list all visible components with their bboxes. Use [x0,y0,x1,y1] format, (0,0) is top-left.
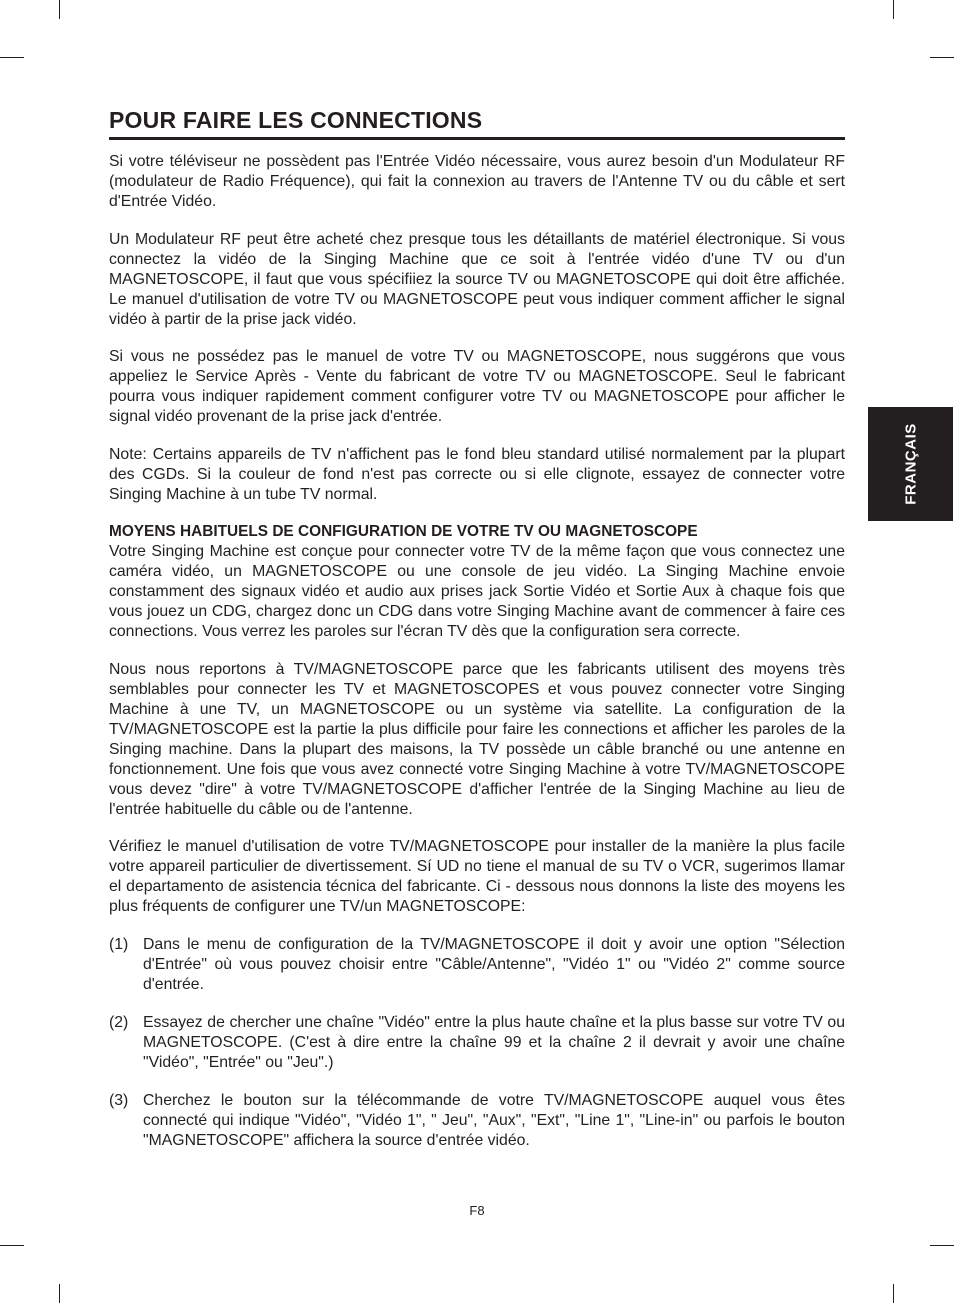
crop-mark [0,57,24,58]
crop-mark [930,1245,954,1246]
step-text: Cherchez le bouton sur la télécommande de votre TV/MAGNETOSCOPE auquel vous êtes connecté qui indique "Vidéo", "Vidéo 1", " Jeu", "Aux", "Ext", "Line 1", "Line-in" ou parfois le bouton "MAGNETOSCOPE" affichera la source d'entrée vidéo. [143,1091,845,1149]
crop-mark [893,1284,894,1303]
language-label: FRANÇAIS [902,423,919,505]
step-text: Dans le menu de configuration de la TV/MAGNETOSCOPE il doit y avoir une option "Sélection d'Entrée" où vous pouvez choisir entre "Câble/Antenne", "Vidéo 1" ou "Vidéo 2" comme source d'entrée. [143,935,845,993]
page-number: F8 [469,1203,485,1218]
paragraph-note: Note: Certains appareils de TV n'affichent pas le fond bleu standard utilisé normalement par la plupart des CGDs. Si la couleur de fond n'est pas correcte ou si elle clignote, essayez de connecter votre Singing Machine à un tube TV normal. [109,445,845,503]
step-number: (3) [109,1091,129,1109]
step-text: Essayez de chercher une chaîne "Vidéo" entre la plus haute chaîne et la plus basse sur votre TV ou MAGNETOSCOPE. (C'est à dire entre la chaîne 99 et la chaîne 2 il devrait y avoir une chaîne "Vidéo", "Entrée" ou "Jeu".) [143,1013,845,1071]
page-title: POUR FAIRE LES CONNECTIONS [109,105,845,140]
crop-mark [0,1245,24,1246]
configuration-steps-list [109,935,845,1151]
crop-mark [893,0,894,19]
language-side-tab [868,407,953,521]
body-content [109,152,845,1169]
crop-mark [930,57,954,58]
crop-mark [59,0,60,19]
list-item [109,1091,845,1151]
paragraph-rf-modulator-purchase: Un Modulateur RF peut être acheté chez presque tous les détaillants de matériel électronique. Si vous connectez la vidéo de la Singing Machine que ce soit à l'entrée vidéo d'une TV ou d'un MAGNETOSCOPE, il faut que vous spécifiiez la source TV ou MAGNETOSCOPE qui doit être affichée. Le manuel d'utilisation de votre TV ou MAGNETOSCOPE peut vous indiquer comment afficher le signal vidéo à partir de la prise jack vidéo. [109,230,845,328]
paragraph-check-manual: Vérifiez le manuel d'utilisation de votre TV/MAGNETOSCOPE pour installer de la manière la plus facile votre appareil particulier de divertissement. Sí UD no tiene el manual de su TV o VCR, sugerimos llamar el departamento de asistencia técnica del fabricante. Ci - dessous nous donnons la liste des moyens les plus fréquents de configurer une TV/un MAGNETOSCOPE: [109,838,845,915]
paragraph-rf-modulator-intro: Si votre téléviseur ne possèdent pas l'Entrée Vidéo nécessaire, vous aurez besoin d'un Modulateur RF (modulateur de Radio Fréquence), qui fait la connexion au travers de l'Antenne TV ou du câble et sert d'Entrée Vidéo. [109,153,845,210]
section-subheading: MOYENS HABITUELS DE CONFIGURATION DE VOTRE TV OU MAGNETOSCOPE [109,523,698,540]
list-item [109,1013,845,1073]
list-item [109,935,845,995]
paragraph-singing-machine-connection: Votre Singing Machine est conçue pour connecter votre TV de la même façon que vous connectez une caméra vidéo, un MAGNETOSCOPE ou une console de jeu vidéo. La Singing Machine envoie constamment des signaux vidéo et audio aux prises jack Sortie Vidéo et Sortie Aux à chaque fois que vous jouez un CDG, chargez donc un CDG dans votre Singing Machine avant de commencer à faire ces connections. Vous verrez les paroles sur l'écran TV dès que la configuration sera correcte. [109,543,845,640]
paragraph-tv-vcr-reference: Nous nous reportons à TV/MAGNETOSCOPE parce que les fabricants utilisent des moyens très semblables pour connecter les TV et MAGNETOSCOPES et vous pouvez connecter votre Singing Machine à une TV, un MAGNETOSCOPE ou un système via satellite. La configuration de la TV/MAGNETOSCOPE est la partie la plus difficile pour faire les connections et afficher les paroles de la Singing machine. Dans la plupart des maisons, la TV possède un câble branché ou une antenne en fonctionnement. Une fois que vous avez connecté votre Singing Machine à votre TV/MAGNETOSCOPE vous devez "dire" à votre TV/MAGNETOSCOPE d'afficher l'entrée de la Singing Machine au lieu de l'entrée habituelle du câble ou de l'antenne. [109,660,845,818]
step-number: (1) [109,935,129,953]
paragraph-after-sales-service: Si vous ne possédez pas le manuel de votre TV ou MAGNETOSCOPE, nous suggérons que vous appeliez le Service Après - Vente du fabricant de votre TV ou MAGNETOSCOPE. Seul le fabricant pourra vous indiquer rapidement comment configurer votre TV ou MAGNETOSCOPE pour afficher le signal vidéo provenant de la prise jack d'entrée. [109,348,845,425]
crop-mark [59,1284,60,1303]
step-number: (2) [109,1013,129,1031]
